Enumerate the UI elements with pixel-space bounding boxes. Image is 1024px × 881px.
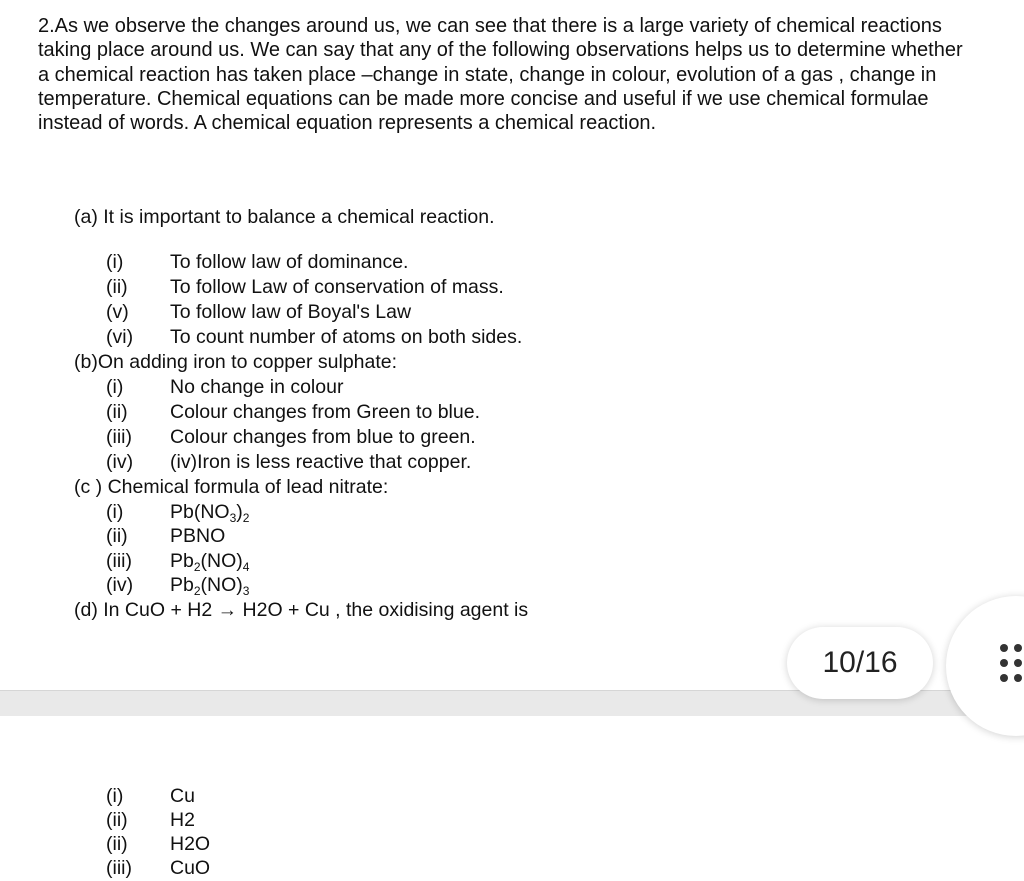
question-intro: 2.As we observe the changes around us, we can see that there is a large variety of chemical reactions taking place around us. We can say that any of the following observations helps us to determine whether a chemical reaction has taken place –change in state, change in colour, evolution of a gas , change in temperature. Chemical equations can be made more concise and useful if we use chemical formulae instead of words. A chemical equation represents a chemical reaction.: [38, 15, 963, 135]
option-text: H2O: [170, 833, 211, 855]
option-number: (ii): [106, 276, 128, 298]
option-text: (iv)Iron is less reactive that copper.: [170, 451, 472, 473]
option-number: (ii): [106, 525, 128, 547]
option-text: To follow law of dominance.: [170, 251, 409, 273]
option-number: (ii): [106, 809, 128, 831]
question-d-stem: (d) In CuO + H2 → H2O + Cu , the oxidising agent is: [74, 599, 529, 621]
option-number: (iii): [106, 550, 132, 572]
option-number: (vi): [106, 326, 134, 348]
page-indicator[interactable]: 10/16: [787, 627, 933, 699]
option-text: CuO: [170, 857, 211, 879]
option-number: (i): [106, 785, 124, 807]
option-number: (ii): [106, 833, 128, 855]
formula-text: PBNO: [170, 525, 226, 547]
option-text: Colour changes from blue to green.: [170, 426, 476, 448]
option-text: No change in colour: [170, 376, 344, 398]
question-a-stem: (a) It is important to balance a chemical reaction.: [74, 206, 495, 228]
option-number: (iii): [106, 426, 132, 448]
question-b-stem: (b)On adding iron to copper sulphate:: [74, 351, 398, 373]
option-number: (i): [106, 501, 124, 523]
option-number: (i): [106, 376, 124, 398]
option-number: (v): [106, 301, 129, 323]
option-text: To follow law of Boyal's Law: [170, 301, 412, 323]
option-number: (ii): [106, 401, 128, 423]
option-text: To count number of atoms on both sides.: [170, 326, 523, 348]
question-c-stem: (c ) Chemical formula of lead nitrate:: [74, 476, 389, 498]
more-options-icon: [1000, 644, 1020, 684]
option-text: To follow Law of conservation of mass.: [170, 276, 504, 298]
option-text: Cu: [170, 785, 195, 807]
option-number: (iii): [106, 857, 132, 879]
formula-text: $Pb(NO_3)_2$: [170, 501, 250, 525]
option-number: (iv): [106, 451, 134, 473]
option-text: H2: [170, 809, 195, 831]
option-number: (i): [106, 251, 124, 273]
formula-text: $Pb_2(NO)_4$: [170, 550, 250, 574]
formula-text: $Pb_2(NO)_3$: [170, 574, 250, 598]
option-number: (iv): [106, 574, 134, 596]
option-text: Colour changes from Green to blue.: [170, 401, 481, 423]
document-page-bottom: [0, 716, 1024, 881]
